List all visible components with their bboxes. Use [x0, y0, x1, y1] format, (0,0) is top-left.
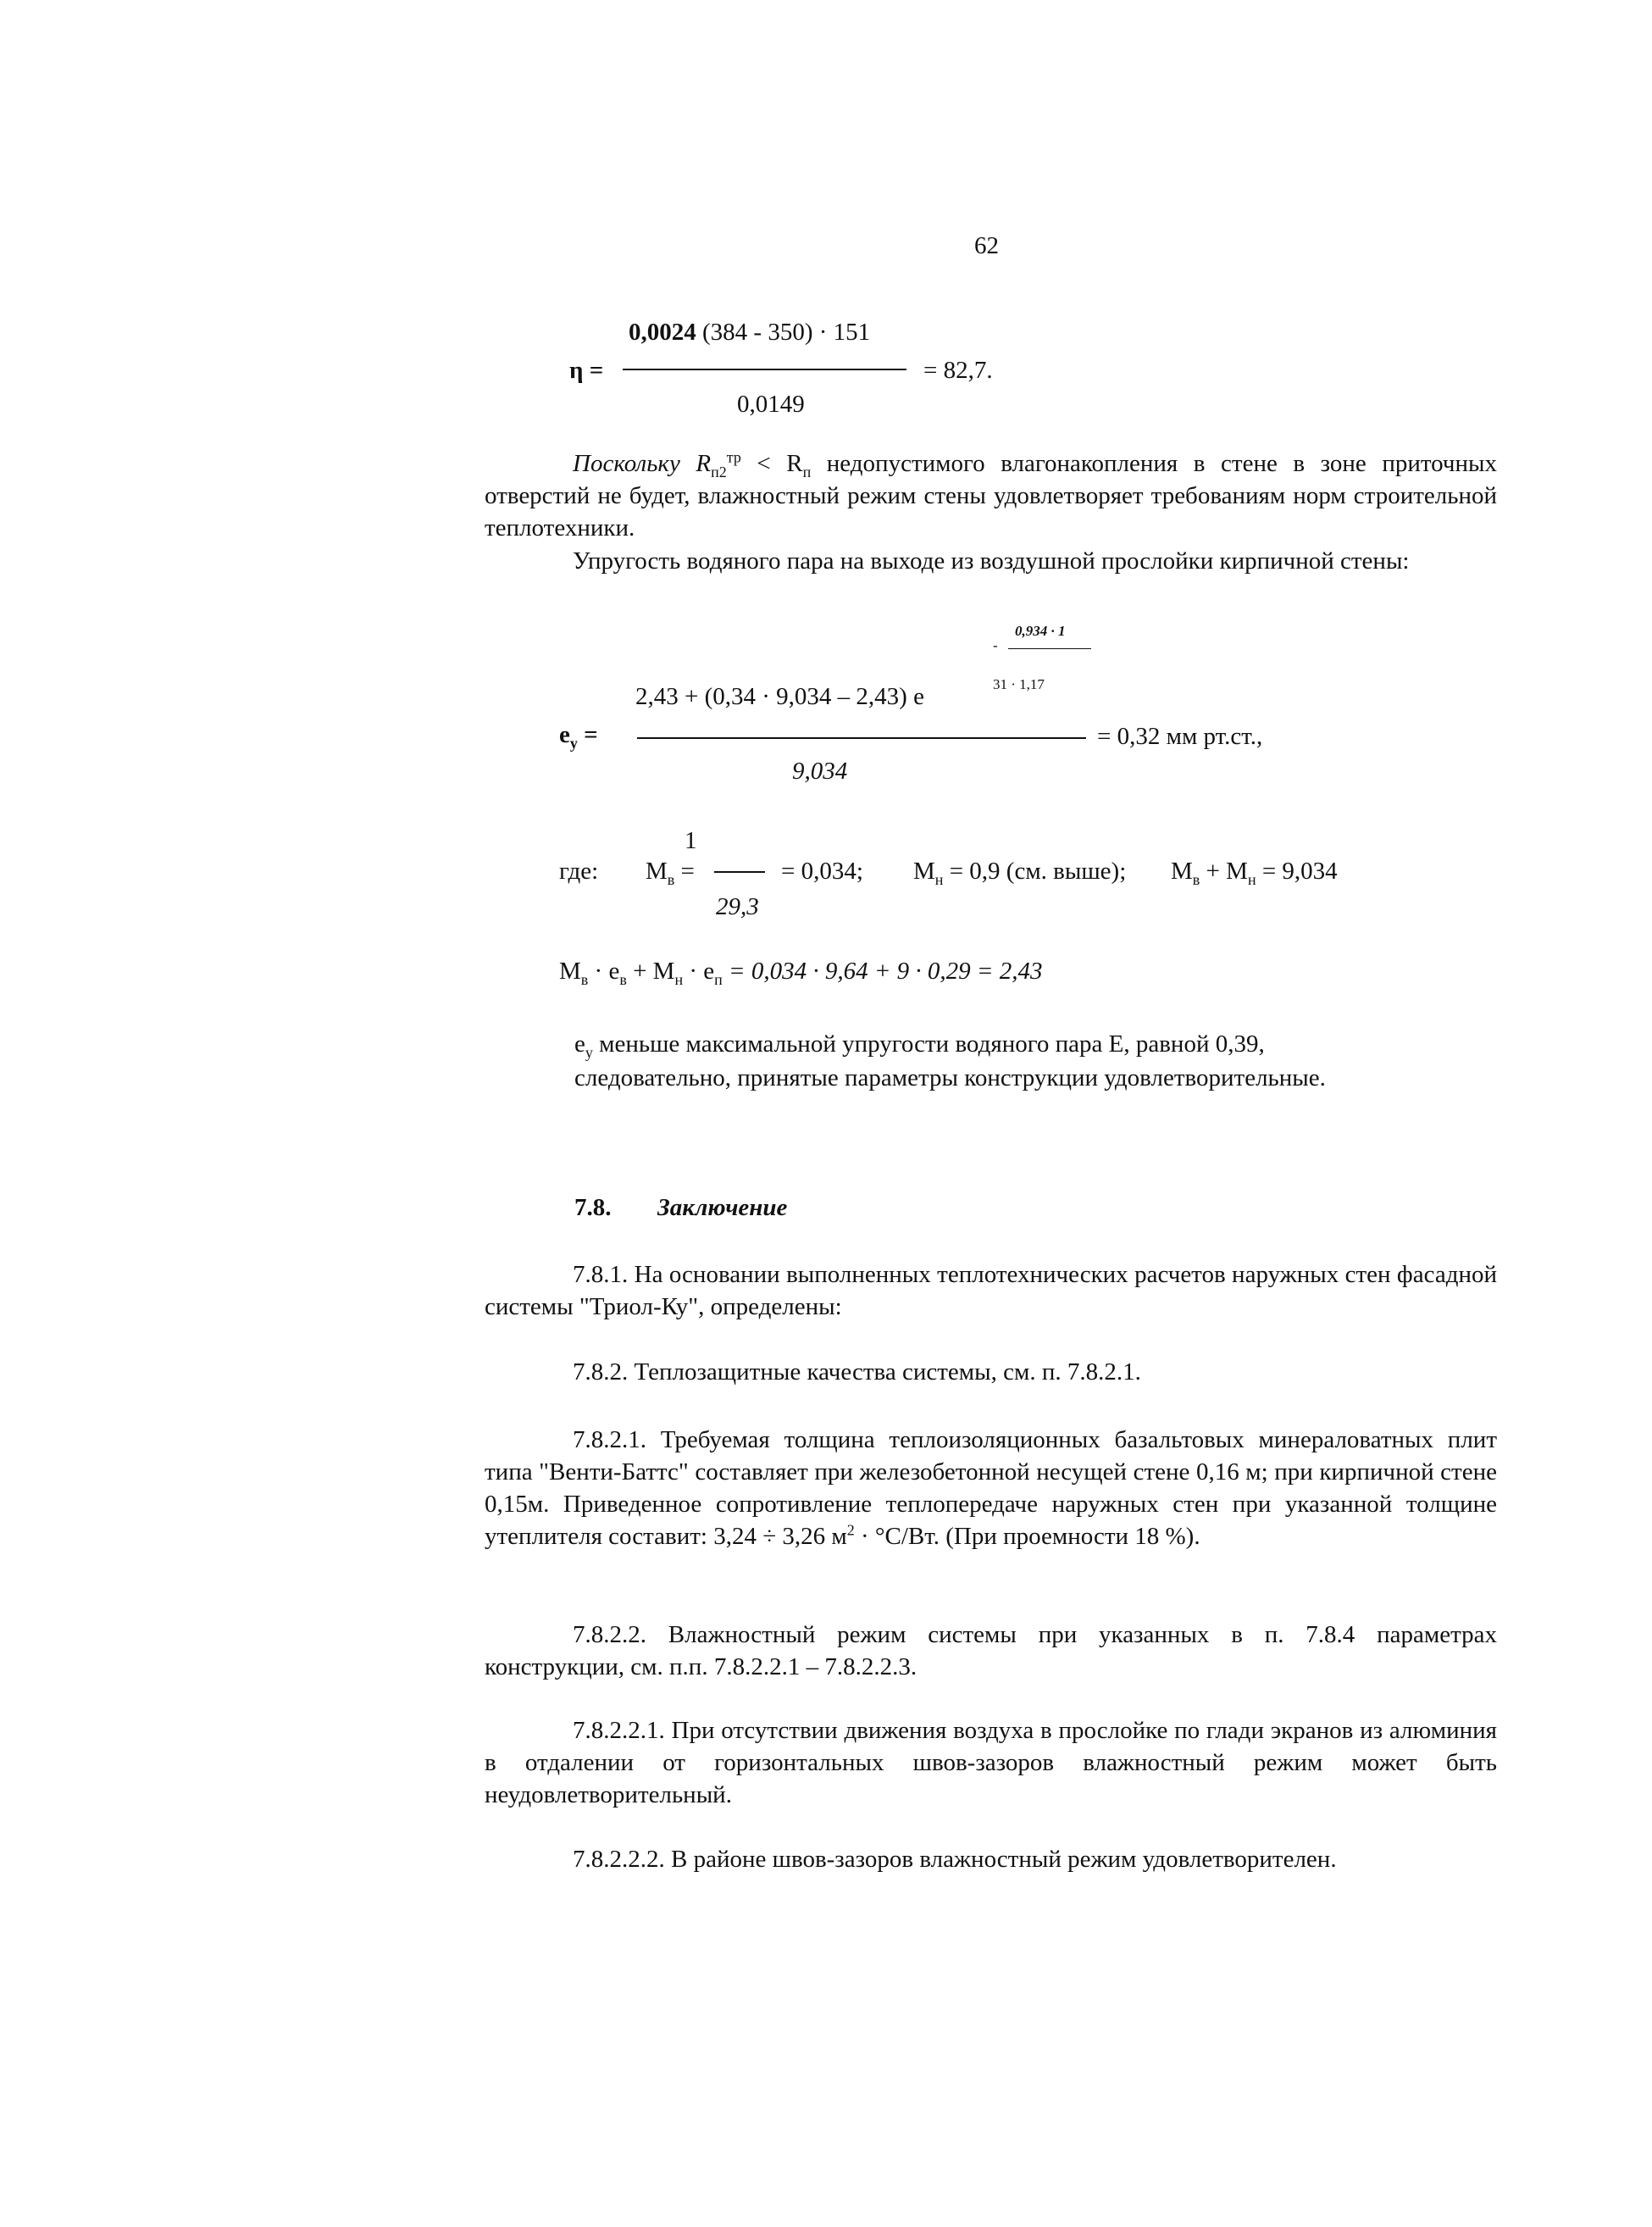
mv-fraction-line: [714, 871, 765, 873]
mv-value: = 0,034;: [781, 858, 863, 885]
mn-m: M: [913, 858, 935, 885]
paragraph-7-8-2-2-2: 7.8.2.2.2. В районе швов-зазоров влажностный режим удовлетворителен.: [573, 1846, 1337, 1873]
eta-fraction-line: [623, 369, 906, 370]
p7821-tail: · °С/Вт. (При проемности 18 %).: [854, 1523, 1200, 1550]
paragraph-moisture-check: [485, 447, 1497, 544]
pl-m1-sub: в: [580, 970, 589, 988]
sum-plus: + M: [1200, 858, 1248, 885]
eta-result: = 82,7.: [923, 357, 993, 384]
conclusion-ey-line1: [574, 1027, 1265, 1061]
eta-numerator: [629, 315, 870, 349]
ey-fraction-line: [637, 737, 1086, 739]
pl-e1: · e: [588, 958, 620, 985]
section-title: Заключение: [657, 1194, 788, 1221]
pl-plus: + M: [626, 958, 675, 985]
ey-lhs-eq: =: [584, 721, 598, 748]
where-label: где:: [559, 858, 599, 885]
paragraph-7-8-2-1: [485, 1424, 1497, 1552]
pl-e1-sub: в: [619, 970, 627, 988]
page-number: 62: [974, 232, 999, 259]
para1-lead: Поскольку R: [573, 450, 712, 477]
mv-lhs: [646, 854, 695, 888]
mn-val: = 0,9 (см. выше);: [949, 858, 1127, 885]
ey-result: = 0,32 мм рт.ст.,: [1097, 723, 1263, 750]
para1-mid: < R: [740, 450, 803, 477]
eta-num-rest: (384 - 350) · 151: [696, 319, 871, 346]
p3-e: e: [574, 1030, 585, 1058]
eta-denominator: 0,0149: [737, 391, 805, 418]
eta-lhs: η =: [569, 357, 604, 384]
paragraph-7-8-2-2: 7.8.2.2. Влажностный режим системы при указанных в п. 7.8.4 параметрах конструкции, см. п.п. 7.8.2.2.1 – 7.8.2.2.3.: [485, 1621, 1497, 1680]
pl-e2: · e: [683, 958, 715, 985]
product-line: [559, 954, 1043, 988]
para1-sup: тр: [726, 448, 741, 466]
para1-sub2: п: [802, 463, 812, 480]
section-number: 7.8.: [574, 1194, 612, 1221]
mv-m: M: [646, 858, 668, 885]
mv-eq: =: [680, 858, 695, 885]
para1-text: недопустимого влагонакопления в стене в зоне приточных отверстий не будет, влажностный режим стены удовлетворяет требованиям норм строительной теплотехники.: [485, 450, 1497, 541]
ey-lhs: [559, 718, 598, 752]
eta-num-bold: 0,0024: [629, 319, 696, 346]
ey-lhs-sub: у: [569, 734, 578, 752]
pl-rest: = 0,034 · 9,64 + 9 · 0,29 = 2,43: [722, 958, 1043, 985]
pl-e2-sub: п: [714, 970, 723, 988]
sum-m: M: [1171, 858, 1193, 885]
ey-exp-minus: -: [993, 637, 998, 653]
mv-denominator: 29,3: [716, 893, 759, 920]
sum-val: = 9,034: [1256, 858, 1338, 885]
mv-sub: в: [667, 870, 675, 888]
ey-exp-denominator: 31 · 1,17: [993, 676, 1045, 692]
paragraph-vapor-pressure: Упругость водяного пара на выходе из воздушной прослойки кирпичной стены:: [573, 547, 1410, 575]
pl-m2-sub: н: [674, 970, 684, 988]
ey-exp-numerator: 0,934 · 1: [1015, 623, 1066, 639]
p3-line1: меньше максимальной упругости водяного пара Е, равной 0,39,: [592, 1030, 1265, 1058]
p7821-text: 7.8.2.1. Требуемая толщина теплоизоляционных базальтовых минераловатных плит типа "Венти-Баттс" составляет при железобетонной несущей стене 0,16 м; при кирпичной стене 0,15м. Приведенное сопротивление теплопередаче наружных стен при указанной толщине утеплителя составит: 3,24 ÷ 3,26 м: [485, 1426, 1497, 1550]
ey-exp-line: [1008, 648, 1091, 649]
pl-m1: M: [559, 958, 581, 985]
paragraph-7-8-2-2-1: 7.8.2.2.1. При отсутствии движения воздуха в прослойке по глади экранов из алюминия в отдалении от горизонтальных швов-зазоров влажностный режим может быть неудовлетворительный.: [485, 1717, 1497, 1808]
mn-value: [913, 854, 1126, 888]
ey-denominator: 9,034: [792, 758, 848, 785]
paragraph-7-8-1: 7.8.1. На основании выполненных теплотехнических расчетов наружных стен фасадной системы "Триол-Ку", определены:: [485, 1261, 1497, 1320]
sum-sub1: в: [1192, 870, 1200, 888]
ey-lhs-e: e: [559, 721, 570, 748]
mn-sub: н: [934, 870, 944, 888]
p7821-sup: 2: [846, 1521, 855, 1539]
ey-numerator: 2,43 + (0,34 · 9,034 – 2,43) e: [635, 683, 924, 710]
m-sum: [1171, 854, 1338, 888]
sum-sub2: н: [1247, 870, 1256, 888]
paragraph-7-8-2: 7.8.2. Теплозащитные качества системы, см. п. 7.8.2.1.: [573, 1358, 1141, 1386]
mv-one: 1: [685, 827, 697, 854]
para1-sub: п2: [711, 463, 727, 480]
p3-e-sub: у: [585, 1043, 593, 1061]
conclusion-ey-line2: следовательно, принятые параметры конструкции удовлетворительные.: [574, 1064, 1326, 1091]
